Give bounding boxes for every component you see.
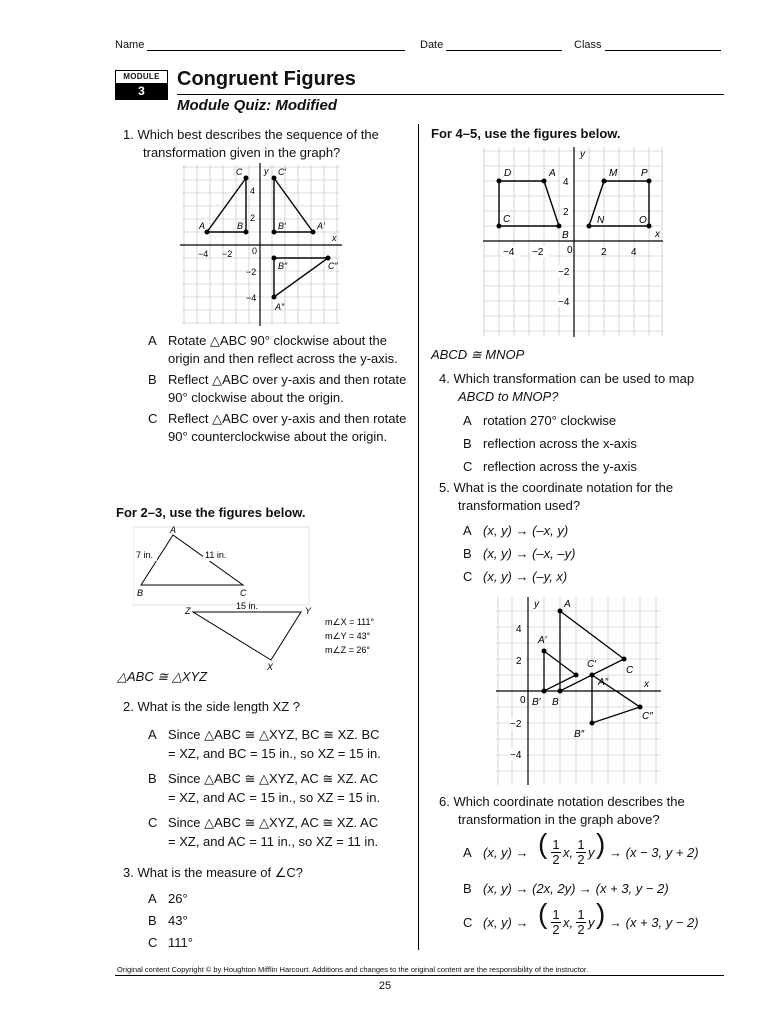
option-letter: A (148, 333, 157, 348)
svg-text:B: B (237, 221, 244, 231)
q4-option-b[interactable] (463, 432, 637, 455)
option-text: Since △ABC ≅ △XYZ, AC ≅ XZ. AC (168, 771, 379, 786)
name-line (147, 40, 405, 51)
svg-text:x: x (644, 679, 649, 690)
svg-text:B′: B′ (532, 697, 541, 708)
svg-text:C′: C′ (587, 659, 597, 670)
date-label: Date (420, 39, 444, 51)
option-letter: C (148, 935, 158, 950)
option-letter: A (148, 727, 157, 742)
title-rule (177, 94, 724, 95)
option-text: = XZ, and AC = 15 in., so XZ = 15 in. (168, 790, 381, 805)
svg-text:2: 2 (601, 247, 607, 258)
option-letter: C (148, 815, 158, 830)
module-label: MODULE (123, 72, 160, 81)
svg-text:N: N (597, 215, 605, 226)
q2-options (148, 725, 410, 851)
svg-text:B″: B″ (278, 261, 288, 271)
option-text: Reflect △ABC over y-axis and then rotate 90° clockwise about the origin. (168, 372, 407, 405)
paren-open-icon: ( (538, 828, 548, 859)
svg-text:C: C (503, 214, 511, 225)
svg-text:B′: B′ (278, 221, 286, 231)
q1-option-a[interactable] (148, 332, 410, 368)
q6-graph (496, 597, 661, 785)
option-text: = XZ, and BC = 15 in., so XZ = 15 in. (168, 746, 381, 761)
svg-text:B: B (562, 230, 569, 241)
svg-text:0: 0 (567, 245, 573, 256)
option-letter: A (148, 891, 157, 906)
q4-question-line1: 4. Which transformation can be used to map (439, 371, 695, 386)
option-letter: B (463, 881, 472, 896)
svg-text:A: A (564, 599, 571, 610)
section-2-3-title: For 2–3, use the figures below. (116, 505, 306, 520)
date-line (446, 40, 562, 51)
class-field[interactable] (574, 39, 721, 51)
fraction-x: 1 2 (552, 907, 560, 937)
option-text: = XZ, and AC = 11 in., so XZ = 11 in. (168, 834, 379, 849)
option-text: Rotate △ABC 90° clockwise about the origin and then reflect across the y-axis. (168, 333, 398, 366)
option-text: reflection across the y-axis (483, 459, 637, 474)
name-field[interactable] (115, 39, 405, 51)
paren-close-icon: ) (596, 828, 606, 859)
option-text: Since △ABC ≅ △XYZ, BC ≅ XZ. BC (168, 727, 380, 742)
q2-option-a[interactable] (148, 725, 410, 763)
q4-question-line2: ABCD to MNOP? (458, 389, 559, 404)
option-letter: B (463, 436, 472, 451)
name-label: Name (115, 39, 145, 51)
svg-text:2: 2 (250, 213, 256, 223)
svg-text:C″: C″ (642, 711, 653, 722)
svg-text:−4: −4 (246, 293, 257, 303)
q1-point-labels (198, 166, 338, 312)
svg-text:B: B (137, 588, 144, 598)
fraction-y: 1 2 (577, 907, 585, 937)
svg-text:−2: −2 (222, 249, 233, 259)
svg-text:y: y (534, 599, 539, 610)
fraction-y: 1 2 (577, 837, 585, 867)
page-subtitle: Module Quiz: Modified (177, 97, 337, 114)
svg-text:2: 2 (516, 656, 522, 667)
svg-text:−2: −2 (532, 247, 544, 258)
option-letter: B (148, 913, 157, 928)
svg-text:x: x (655, 229, 660, 240)
option-text: → (x + 3, y − 2) (609, 915, 699, 930)
svg-text:−4: −4 (510, 750, 522, 761)
option-text: (x, y) → (–x, –y) (483, 546, 576, 561)
q1-options (148, 332, 410, 446)
svg-text:x: x (332, 233, 337, 243)
svg-text:C: C (240, 588, 247, 598)
svg-text:m∠Y = 43°: m∠Y = 43° (325, 631, 371, 641)
option-text: Reflect △ABC over y-axis and then rotate 90° counterclockwise about the origin. (168, 411, 407, 444)
svg-text:B″: B″ (574, 729, 585, 740)
q6-option-b[interactable] (463, 880, 669, 898)
svg-text:A: A (170, 525, 177, 535)
fraction-x: 1 2 (552, 837, 560, 867)
class-line (605, 40, 721, 51)
fraction-y-var: y (588, 915, 595, 930)
option-letter: C (463, 459, 473, 474)
option-text: Since △ABC ≅ △XYZ, AC ≅ XZ. AC (168, 815, 379, 830)
svg-text:−4: −4 (558, 297, 570, 308)
q4-options (463, 409, 637, 478)
option-letter: A (463, 523, 472, 538)
q5-option-b[interactable] (463, 542, 575, 565)
q5-option-c[interactable] (463, 565, 575, 588)
option-letter: B (463, 546, 472, 561)
svg-text:−2: −2 (246, 267, 257, 277)
svg-text:−2: −2 (510, 719, 522, 730)
copyright-notice: Original content Copyright © by Houghton Mifflin Harcourt. Additions and changes to the original content are the responsibility of the instructor. (117, 965, 589, 974)
option-text: 111° (168, 935, 193, 950)
svg-text:C: C (236, 167, 243, 177)
q1-option-c[interactable] (148, 410, 410, 446)
svg-text:0: 0 (520, 695, 526, 706)
section-4-5-title: For 4–5, use the figures below. (431, 126, 621, 141)
svg-text:Y: Y (305, 606, 312, 616)
option-text: reflection across the x-axis (483, 436, 637, 451)
svg-text:A′: A′ (317, 221, 325, 231)
svg-text:M: M (609, 168, 618, 179)
svg-text:m∠Z = 26°: m∠Z = 26° (325, 645, 370, 655)
svg-text:Z: Z (185, 606, 191, 616)
column-divider (418, 124, 419, 950)
q2-question: 2. What is the side length XZ ? (123, 699, 301, 714)
q3-option-a[interactable] (148, 888, 193, 910)
option-letter: A (463, 845, 472, 860)
option-text: (x, y) → (483, 845, 529, 860)
svg-text:−2: −2 (558, 267, 570, 278)
class-label: Class (574, 39, 602, 51)
q5-option-a[interactable] (463, 519, 575, 542)
q4-option-c[interactable] (463, 455, 637, 478)
page-title: Congruent Figures (177, 68, 356, 90)
triangles-figure (133, 525, 393, 670)
q5-options (463, 519, 575, 588)
option-letter: B (148, 771, 157, 786)
q1-axes (180, 163, 342, 326)
date-field[interactable] (420, 39, 562, 51)
q4-option-a[interactable] (463, 409, 637, 432)
option-text: rotation 270° clockwise (483, 413, 617, 428)
q3-option-c[interactable] (148, 932, 193, 954)
q1-option-b[interactable] (148, 371, 410, 407)
svg-text:P: P (641, 168, 648, 179)
module-badge (115, 70, 168, 100)
svg-text:A″: A″ (598, 677, 609, 688)
svg-text:m∠X = 111°: m∠X = 111° (325, 617, 375, 627)
svg-text:0: 0 (252, 246, 258, 256)
option-text: 26° (168, 891, 188, 906)
q1-triangles (205, 176, 331, 300)
q2-option-b[interactable] (148, 769, 410, 807)
svg-text:4: 4 (250, 186, 256, 196)
option-letter: A (463, 413, 472, 428)
svg-text:15 in.: 15 in. (236, 601, 259, 611)
svg-text:C: C (626, 665, 634, 676)
q45-graph (483, 147, 663, 337)
svg-text:2: 2 (563, 207, 569, 218)
q5-question: 5. What is the coordinate notation for the transformation used? (439, 480, 674, 513)
q3-option-b[interactable] (148, 910, 193, 932)
option-letter: B (148, 372, 157, 387)
option-text: (x, y) → (–x, y) (483, 523, 569, 538)
svg-text:y: y (264, 166, 269, 176)
option-letter: C (463, 569, 473, 584)
option-letter: C (463, 915, 473, 930)
page-number: 25 (378, 980, 392, 992)
footer-rule (115, 975, 724, 976)
svg-text:A: A (549, 168, 556, 179)
q4-question (439, 370, 694, 406)
svg-text:A: A (199, 221, 206, 231)
svg-text:B: B (552, 697, 559, 708)
svg-text:A′: A′ (538, 635, 547, 646)
q1-question: 1. Which best describes the sequence of the transformation given in the graph? (123, 127, 379, 160)
svg-text:4: 4 (563, 177, 569, 188)
option-text: (x, y) → (–y, x) (483, 569, 568, 584)
svg-text:D: D (504, 168, 512, 179)
q6-question: 6. Which coordinate notation describes the transformation in the graph above? (439, 794, 685, 827)
option-text: 43° (168, 913, 188, 928)
fraction-y-var: y (588, 845, 595, 860)
svg-text:C″: C″ (328, 261, 338, 271)
svg-text:4: 4 (631, 247, 637, 258)
option-text: → (x − 3, y + 2) (609, 845, 699, 860)
module-number: 3 (116, 83, 167, 99)
q3-question: 3. What is the measure of ∠C? (123, 865, 304, 880)
option-text: (x, y) → (483, 915, 529, 930)
fraction-x-var: x, (563, 915, 574, 930)
svg-text:−4: −4 (198, 249, 209, 259)
svg-text:7 in.: 7 in. (136, 550, 154, 560)
q2-option-c[interactable] (148, 813, 410, 851)
fraction-x-var: x, (563, 845, 574, 860)
paren-open-icon: ( (538, 898, 548, 929)
paren-close-icon: ) (596, 898, 606, 929)
option-letter: C (148, 411, 158, 426)
svg-text:y: y (580, 149, 585, 160)
svg-text:−4: −4 (503, 247, 515, 258)
svg-text:A″: A″ (275, 302, 285, 312)
svg-text:4: 4 (516, 624, 522, 635)
q3-options (148, 888, 193, 954)
congruence-abcd-mnop: ABCD ≅ MNOP (431, 347, 525, 362)
triangle-xyz (193, 612, 301, 660)
congruence-abc-xyz: △ABC ≅ △XYZ (117, 669, 208, 684)
svg-text:11 in.: 11 in. (205, 550, 227, 560)
svg-text:O: O (639, 215, 647, 226)
svg-text:C′: C′ (278, 167, 287, 177)
option-text: (x, y) → (2x, 2y) → (x + 3, y − 2) (483, 881, 669, 896)
svg-text:X: X (267, 662, 274, 670)
q1-graph (180, 163, 342, 326)
